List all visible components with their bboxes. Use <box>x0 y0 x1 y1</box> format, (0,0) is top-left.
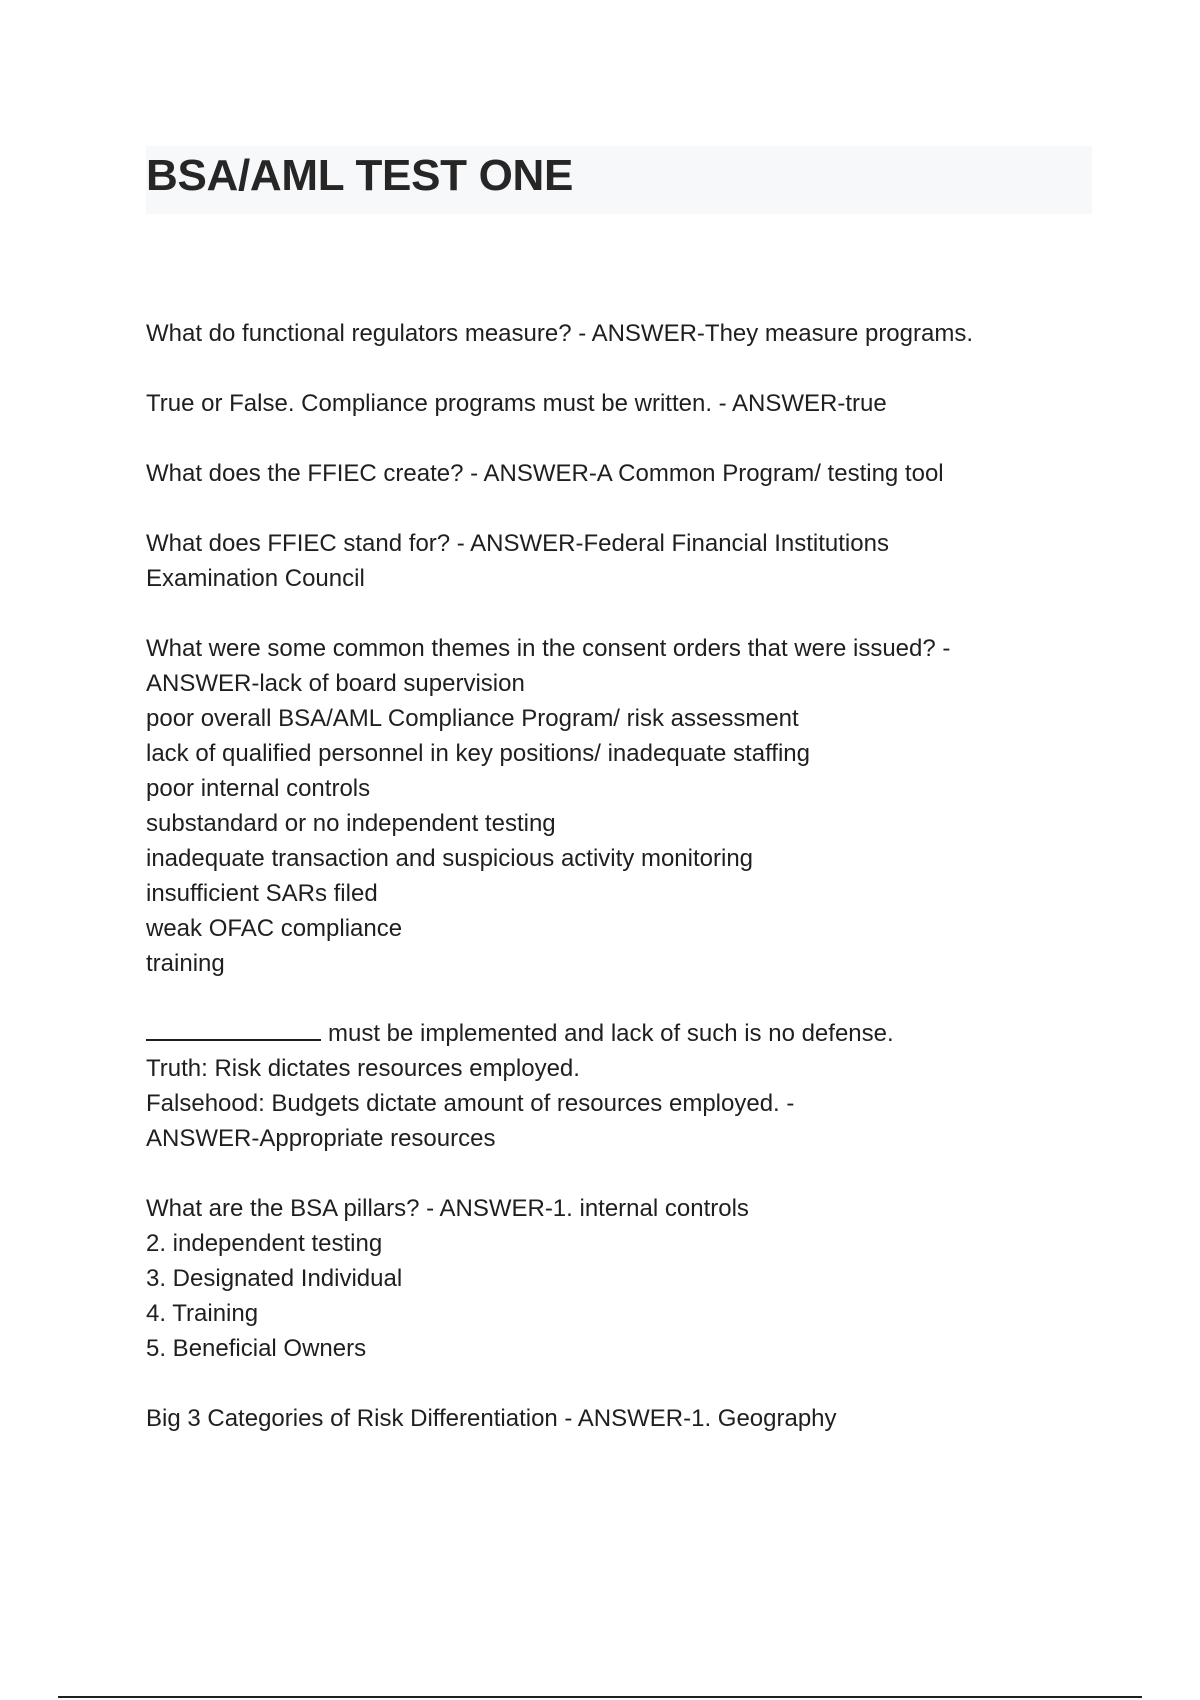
qa-item-functional-regulators <box>146 316 1092 351</box>
qa-line: Examination Council <box>146 565 365 592</box>
qa-item-consent-order-themes <box>146 631 1092 981</box>
qa-line: True or False. Compliance programs must be written. - ANSWER-true <box>146 390 887 417</box>
qa-line: Falsehood: Budgets dictate amount of resources employed. - <box>146 1090 795 1117</box>
footer-rule <box>58 1696 1142 1698</box>
qa-line: substandard or no independent testing <box>146 810 556 837</box>
qa-item-ffiec-create <box>146 456 1092 491</box>
document-title: BSA/AML TEST ONE <box>146 151 574 200</box>
qa-item-risk-categories <box>146 1401 1092 1436</box>
qa-line: 3. Designated Individual <box>146 1265 403 1292</box>
qa-line-text: must be implemented and lack of such is no defense. <box>328 1020 894 1047</box>
qa-line: What does FFIEC stand for? - ANSWER-Federal Financial Institutions <box>146 530 889 557</box>
qa-item-bsa-pillars <box>146 1191 1092 1366</box>
qa-item-written-programs <box>146 386 1092 421</box>
qa-line: What does the FFIEC create? - ANSWER-A Common Program/ testing tool <box>146 460 944 487</box>
qa-line: 4. Training <box>146 1300 259 1327</box>
qa-list <box>146 316 1092 1471</box>
qa-line: Big 3 Categories of Risk Differentiation - ANSWER-1. Geography <box>146 1405 837 1432</box>
qa-line: poor internal controls <box>146 775 371 802</box>
qa-line: insufficient SARs filed <box>146 880 378 907</box>
qa-line: ANSWER-lack of board supervision <box>146 670 525 697</box>
fill-in-line <box>146 1016 1092 1051</box>
qa-line: poor overall BSA/AML Compliance Program/ risk assessment <box>146 705 799 732</box>
qa-line: Truth: Risk dictates resources employed. <box>146 1055 580 1082</box>
qa-line: What are the BSA pillars? - ANSWER-1. internal controls <box>146 1195 749 1222</box>
qa-line: 5. Beneficial Owners <box>146 1335 367 1362</box>
qa-line: lack of qualified personnel in key positions/ inadequate staffing <box>146 740 810 767</box>
qa-item-ffiec-acronym <box>146 526 1092 596</box>
qa-line: ANSWER-Appropriate resources <box>146 1125 496 1152</box>
qa-line: What do functional regulators measure? - ANSWER-They measure programs. <box>146 320 974 347</box>
qa-line: training <box>146 950 225 977</box>
fill-in-blank <box>146 1017 321 1041</box>
qa-line: 2. independent testing <box>146 1230 383 1257</box>
qa-item-appropriate-resources <box>146 1016 1092 1156</box>
qa-line: What were some common themes in the consent orders that were issued? - <box>146 635 951 662</box>
qa-line: weak OFAC compliance <box>146 915 403 942</box>
qa-line: inadequate transaction and suspicious activity monitoring <box>146 845 754 872</box>
